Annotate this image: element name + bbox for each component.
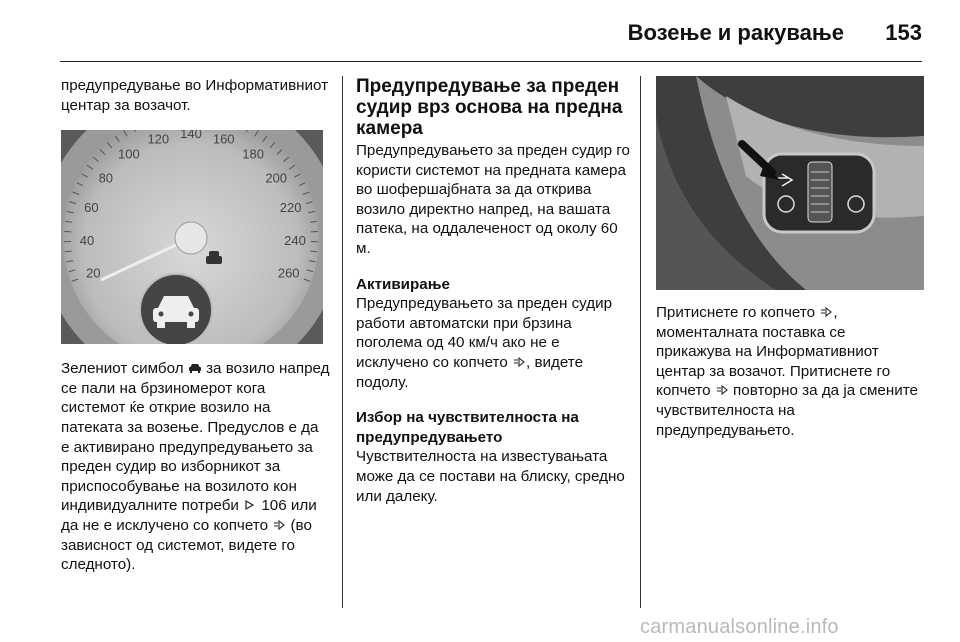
column-left	[61, 76, 331, 575]
column-right	[656, 76, 924, 440]
watermark: carmanualsonline.info	[640, 616, 839, 638]
speed-tick-label: 100	[118, 146, 140, 162]
speed-tick-label: 160	[212, 131, 235, 147]
steering-wheel-figure	[656, 76, 924, 290]
car-icon	[188, 362, 202, 374]
speed-tick-label: 20	[86, 265, 101, 281]
speed-tick-label: 180	[242, 146, 264, 162]
speed-tick-label: 200	[265, 170, 288, 186]
speedometer-figure	[61, 130, 323, 344]
speed-tick-label: 40	[79, 233, 95, 249]
speed-tick-label: 80	[98, 170, 114, 186]
section-heading: Предупредување за преден судир врз основа на предна камера	[356, 76, 623, 139]
collision-alert-button-icon	[272, 519, 286, 531]
speed-tick-label: 60	[84, 200, 99, 216]
sensitivity-paragraph: Чувствителноста на известувањата може да се постави на блиску, средно или далеку.	[356, 448, 625, 505]
steering-wheel-illustration	[656, 76, 924, 290]
column-middle	[356, 76, 636, 506]
column-divider	[342, 76, 343, 608]
button-instructions: Притиснете го копчето , моменталната поставка се прикажува на Информативниот центар за возачот. Притиснете го копчето повторно за да ја смените чувствителноста на предупредувањето.	[656, 304, 918, 439]
speedometer-illustration	[61, 130, 323, 344]
speed-tick-mark	[65, 251, 72, 252]
speed-tick-label: 240	[284, 233, 306, 249]
sensitivity-heading: Избор на чувствителноста на предупредувањето	[356, 409, 579, 446]
speed-tick-label: 140	[180, 130, 202, 142]
header-title: Возење и ракување	[627, 20, 844, 45]
activation-heading: Активирање	[356, 275, 450, 293]
page-number: 153	[885, 20, 922, 45]
page-header	[60, 14, 922, 58]
speed-tick-mark	[310, 251, 317, 252]
intro-text: предупредување во Информативниот центар за возачот.	[61, 77, 329, 114]
activation-paragraph: Предупредувањето за преден судир работи автоматски при брзина поголема од 40 км/ч ако не е исклучено со копчето , видете подолу.	[356, 295, 613, 391]
speed-tick-label: 220	[279, 200, 302, 216]
reference-triangle-icon	[243, 499, 257, 511]
header-rule	[60, 61, 922, 62]
collision-alert-button-icon	[819, 306, 833, 318]
section-paragraph: Предупредувањето за преден судир го користи системот на предната камера во шофершајбната за да открива возило директно напред, на вашата патека, на оддалеченост од околу 60 м.	[356, 142, 630, 257]
column-divider	[640, 76, 641, 608]
green-symbol-text: Зелениот симбол за возило напред се пали на брзиномерот кога системот ќе открие возило на патеката за возење. Предуслов е да е активирано предупредувањето за преден судир во изборникот за приспособување на возилото кон индивидуалните потреби 106 или да не е исклучено со копчето (во зависност од системот, видете го следното).	[61, 360, 330, 574]
speed-tick-label: 120	[147, 131, 170, 147]
collision-alert-button-icon	[715, 384, 729, 396]
speed-tick-label: 260	[277, 265, 300, 281]
collision-alert-button-icon	[512, 356, 526, 368]
